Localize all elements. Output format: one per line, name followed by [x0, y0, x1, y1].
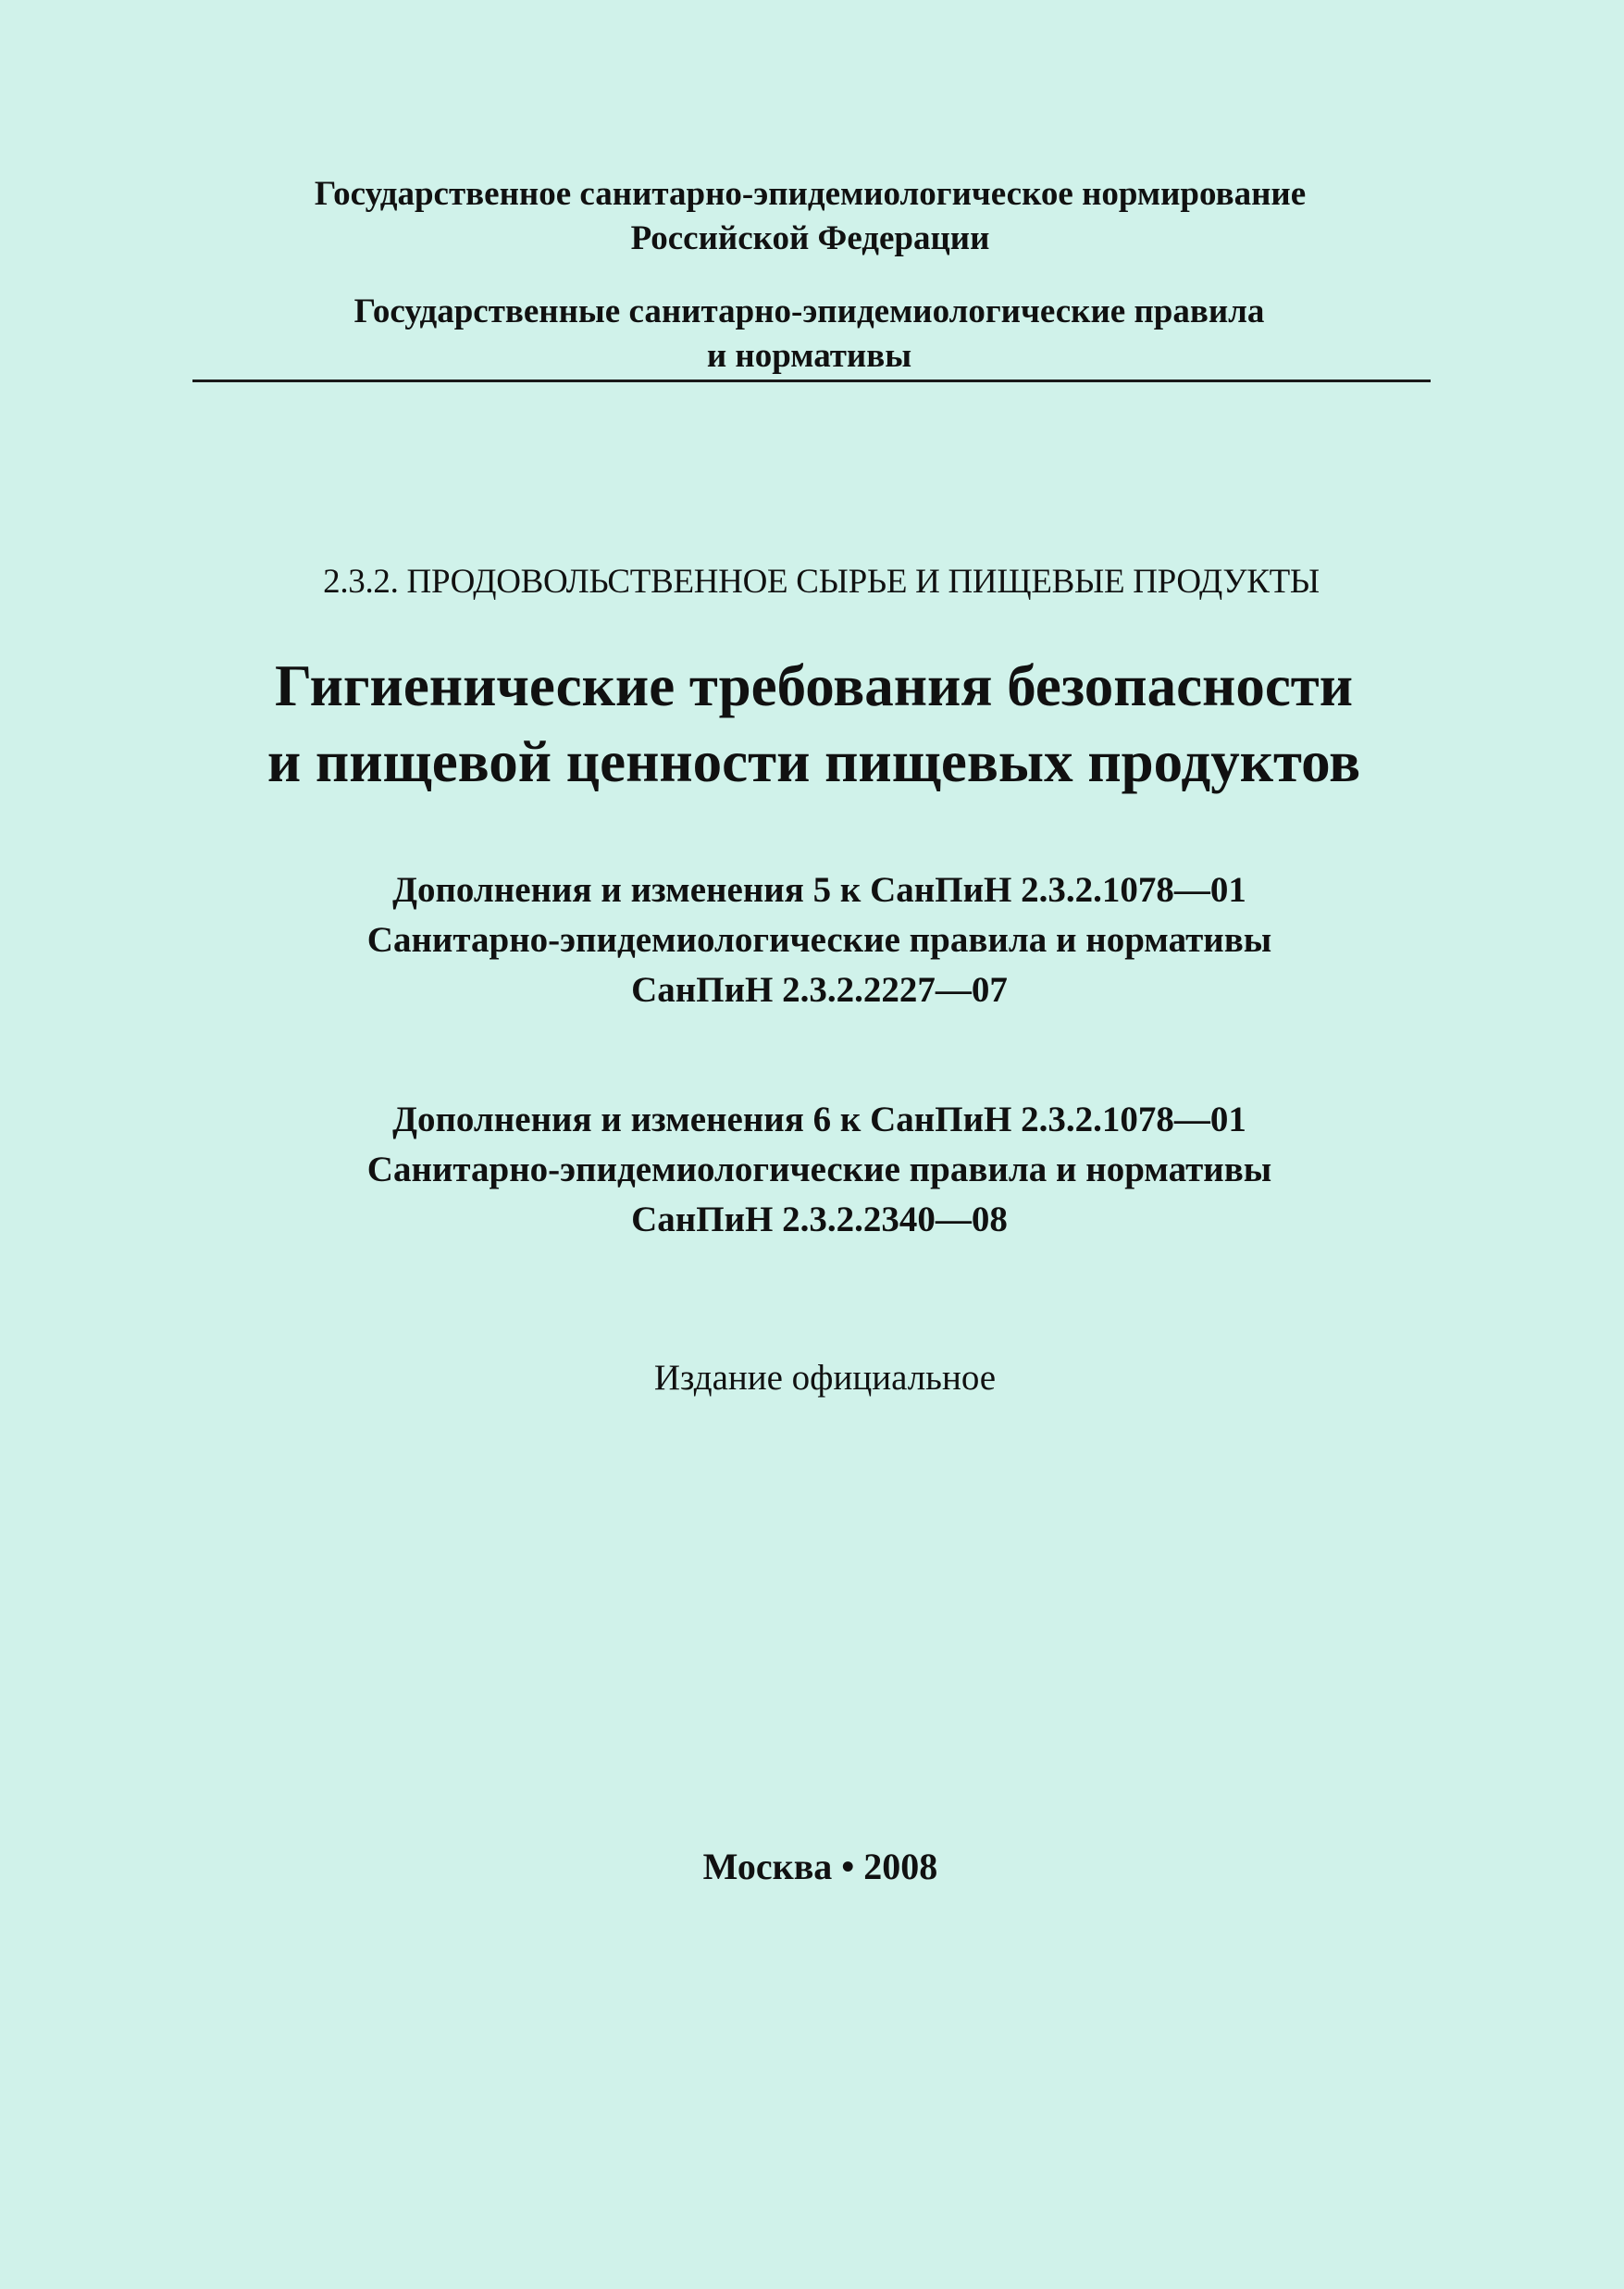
amendment-6-line-1: Дополнения и изменения 6 к СанПиН 2.3.2.1078—01 — [392, 1100, 1246, 1139]
amendment-5-block — [7, 865, 1624, 1015]
section-heading — [9, 560, 1624, 604]
document-title-line-2: и пищевой ценности пищевых продуктов — [267, 729, 1361, 794]
header-divider — [192, 379, 1431, 382]
series-header-line-2: и нормативы — [706, 337, 912, 375]
series-header — [0, 290, 1621, 379]
document-title-line-1: Гигиенические требования безопасности — [274, 653, 1354, 718]
amendment-5-line-1: Дополнения и изменения 5 к СанПиН 2.3.2.1078—01 — [392, 870, 1246, 910]
amendment-6-line-3: СанПиН 2.3.2.2340—08 — [631, 1200, 1008, 1239]
edition-note — [13, 1353, 1624, 1403]
amendment-6-block — [7, 1095, 1624, 1245]
series-header-line-1: Государственные санитарно-эпидемиологические правила — [353, 292, 1265, 330]
issuer-header-line-2: Российской Федерации — [630, 219, 990, 257]
amendment-5-line-2: Санитарно-эпидемиологические правила и нормативы — [366, 920, 1272, 960]
edition-note-text: Издание официальное — [653, 1358, 997, 1398]
issuer-header-line-1: Государственное санитарно-эпидемиологическое нормирование — [314, 175, 1307, 213]
issuer-header — [0, 172, 1622, 261]
document-title — [2, 648, 1624, 800]
amendment-5-line-3: СанПиН 2.3.2.2227—07 — [631, 970, 1008, 1010]
imprint — [8, 1842, 1624, 1892]
imprint-text: Москва • 2008 — [702, 1846, 938, 1887]
amendment-6-line-2: Санитарно-эпидемиологические правила и нормативы — [366, 1150, 1272, 1189]
section-heading-text: 2.3.2. ПРОДОВОЛЬСТВЕННОЕ СЫРЬЕ И ПИЩЕВЫЕ ПРОДУКТЫ — [323, 563, 1320, 601]
